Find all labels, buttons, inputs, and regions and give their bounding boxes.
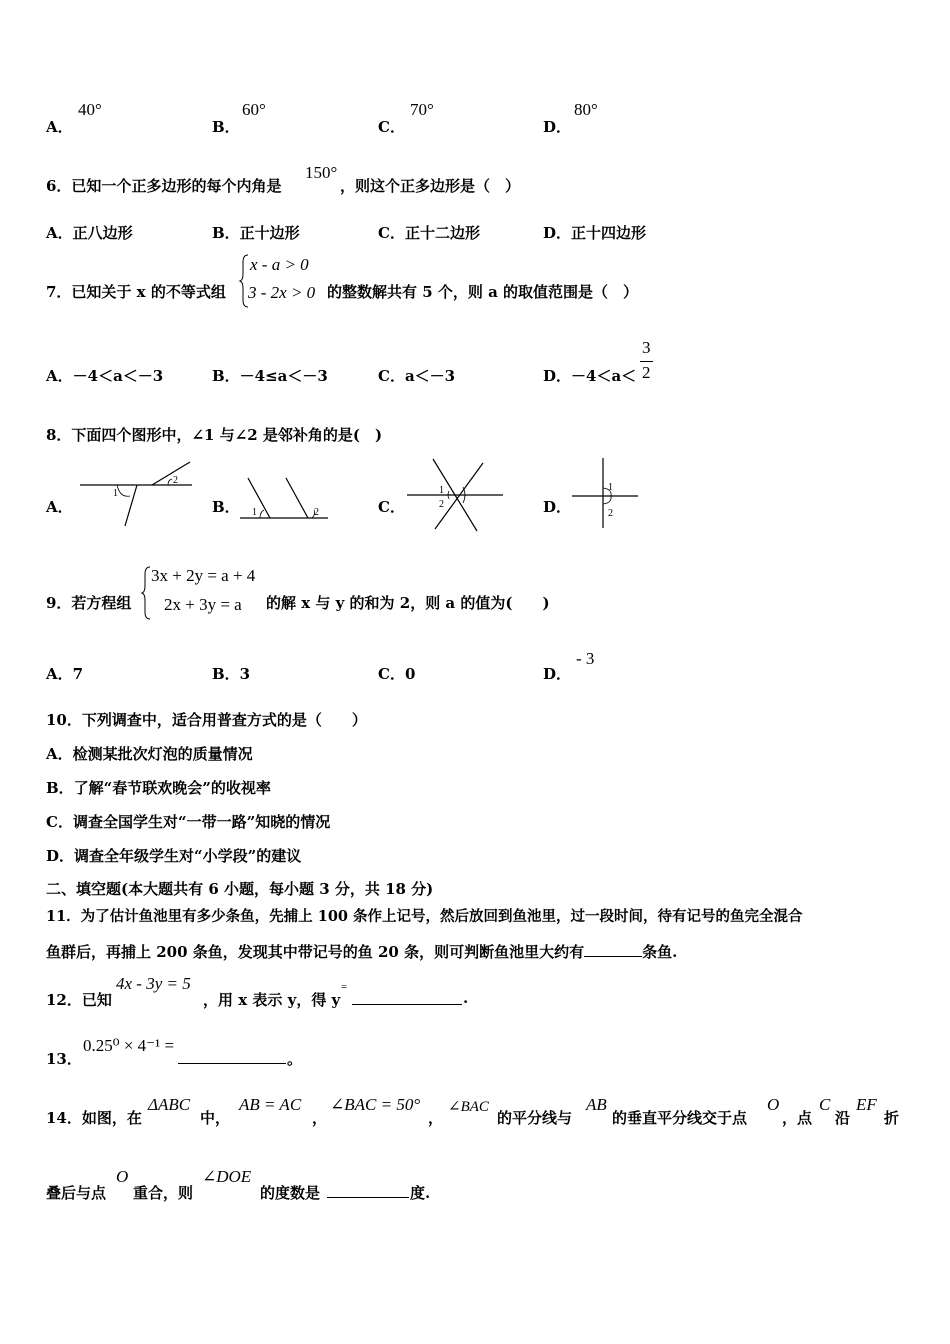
q5-option-b-value: 60° bbox=[242, 100, 266, 119]
q14-text-5: 的平分线与 bbox=[497, 1109, 573, 1127]
q14-text-9: 折 bbox=[884, 1109, 900, 1127]
q7-option-d-denominator: 2 bbox=[642, 363, 651, 382]
q7-option-d-numerator: 3 bbox=[642, 338, 651, 357]
q12-stem-b: ，用 x 表示 y，得 y bbox=[203, 991, 341, 1009]
q9-option-a: A．7 bbox=[46, 665, 84, 683]
q7-option-c: C．a＜－3 bbox=[378, 367, 456, 385]
q12-equation: 4x - 3y = 5 bbox=[116, 974, 191, 993]
q6-angle: 150° bbox=[305, 163, 338, 182]
q7-inequality-2: 3 - 2x > 0 bbox=[248, 283, 316, 302]
q9-equation-2: 2x + 3y = a bbox=[164, 595, 242, 614]
q9-equation-1: 3x + 2y = a + 4 bbox=[151, 566, 256, 585]
q8-option-b-label: B． bbox=[212, 498, 240, 516]
q7-option-d: D．－4＜a＜ bbox=[543, 367, 637, 385]
q14-line-2-text-b: 重合，则 bbox=[133, 1184, 194, 1202]
q11-line-2-text: 鱼群后，再捕上 200 条鱼，发现其中带记号的鱼 20 条，则可判断鱼池里大约有 bbox=[46, 943, 585, 961]
q11-line-2 bbox=[46, 941, 677, 962]
q8-figure-a bbox=[80, 458, 200, 530]
q5-option-c-value: 70° bbox=[410, 100, 434, 119]
q14-math-ef: EF bbox=[856, 1095, 877, 1114]
q8-figure-d-label-1: 1 bbox=[608, 482, 613, 493]
q5-option-c-label: C． bbox=[378, 118, 405, 136]
q13-end: 。 bbox=[287, 1050, 303, 1068]
q8-stem: 8．下面四个图形中，∠1 与∠2 是邻补角的是( ) bbox=[46, 426, 383, 444]
q14-math-c: C bbox=[819, 1095, 831, 1114]
q5-option-a-value: 40° bbox=[78, 100, 102, 119]
q14-text-2: 中， bbox=[200, 1109, 231, 1127]
section-2-heading: 二、填空题(本大题共有 6 小题，每小题 3 分，共 18 分) bbox=[46, 880, 434, 898]
q8-option-d-label: D． bbox=[543, 498, 572, 516]
q11-line-1: 11．为了估计鱼池里有多少条鱼，先捕上 100 条作上记号，然后放回到鱼池里，过一段时间，待有记号的鱼完全混合 bbox=[46, 908, 803, 925]
q14-line-2-text-c: 的度数是 bbox=[260, 1184, 321, 1202]
q7-stem-a: 7．已知关于 x 的不等式组 bbox=[46, 283, 226, 301]
q8-figure-c-label-2: 2 bbox=[439, 499, 444, 510]
q8-figure-b-label-1: 1 bbox=[252, 507, 257, 518]
q6-option-c: C．正十二边形 bbox=[378, 224, 480, 242]
q13-answer-blank[interactable] bbox=[178, 1063, 286, 1064]
q14-line-2-text-a: 叠后与点 bbox=[46, 1184, 107, 1202]
q9-option-c: C．0 bbox=[378, 665, 416, 683]
q6-stem-a: 6．已知一个正多边形的每个内角是 bbox=[46, 177, 282, 195]
q8-figure-a-label-2: 2 bbox=[173, 475, 178, 486]
q6-stem-b: ，则这个正多边形是（ ） bbox=[340, 177, 521, 195]
q10-stem: 10．下列调查中，适合用普查方式的是（ ） bbox=[46, 711, 367, 729]
q14-math-o: O bbox=[767, 1095, 780, 1114]
q7-inequality-1: x - a > 0 bbox=[250, 255, 309, 274]
q7-option-b: B．－4≤a＜－3 bbox=[212, 367, 328, 385]
q14-math-angle-value: ∠BAC = 50° bbox=[330, 1095, 421, 1114]
q12-answer-blank[interactable] bbox=[352, 1004, 462, 1005]
q11-line-2-end: 条鱼. bbox=[642, 943, 678, 961]
q8-figure-b bbox=[238, 474, 330, 522]
q8-option-a-label: A． bbox=[46, 498, 73, 516]
q14-text-6: 的垂直平分线交于点 bbox=[612, 1109, 748, 1127]
q14-math-triangle: ΔABC bbox=[148, 1095, 191, 1114]
q8-figure-d-label-2: 2 bbox=[608, 508, 613, 519]
q14-math-ab: AB bbox=[586, 1095, 607, 1114]
q9-option-d-label: D． bbox=[543, 665, 572, 683]
q14-math-ab-eq-ac: AB = AC bbox=[239, 1095, 302, 1114]
q7-fraction-bar bbox=[640, 361, 653, 362]
q8-option-c-label: C． bbox=[378, 498, 405, 516]
q8-figure-c-label-1: 1 bbox=[439, 485, 444, 496]
q10-option-a: A．检测某批次灯泡的质量情况 bbox=[46, 745, 253, 763]
q6-option-a: A．正八边形 bbox=[46, 224, 133, 242]
q9-option-d-value: - 3 bbox=[576, 649, 595, 668]
q10-option-d: D．调查全年级学生对“小学段”的建议 bbox=[46, 847, 302, 865]
q7-option-a: A．－4＜a＜－3 bbox=[46, 367, 164, 385]
q7-stem-b: 的整数解共有 5 个，则 a 的取值范围是（ ） bbox=[327, 283, 639, 301]
q5-option-d-value: 80° bbox=[574, 100, 598, 119]
q14-answer-blank[interactable] bbox=[327, 1197, 409, 1198]
q14-text-3: ， bbox=[312, 1109, 328, 1127]
q14-math-o-2: O bbox=[116, 1167, 129, 1186]
q12-equals: = bbox=[341, 981, 348, 993]
q6-option-d: D．正十四边形 bbox=[543, 224, 647, 242]
q5-option-b-label: B． bbox=[212, 118, 240, 136]
q8-figure-b-label-2: 2 bbox=[314, 507, 319, 518]
q14-text-1: 14．如图，在 bbox=[46, 1109, 142, 1127]
q13-expression: 0.25⁰ × 4⁻¹ = bbox=[83, 1036, 175, 1055]
q10-option-b: B．了解“春节联欢晚会”的收视率 bbox=[46, 779, 271, 797]
q14-text-4: ， bbox=[428, 1109, 444, 1127]
q8-figure-a-label-1: 1 bbox=[113, 488, 118, 499]
q12-end: . bbox=[463, 989, 469, 1007]
q8-figure-c bbox=[405, 457, 505, 533]
q14-line-2-text-d: 度. bbox=[410, 1184, 431, 1202]
q12-stem-a: 12．已知 bbox=[46, 991, 112, 1009]
q14-text-7: ，点 bbox=[782, 1109, 813, 1127]
q9-stem-b: 的解 x 与 y 的和为 2，则 a 的值为( ) bbox=[266, 594, 550, 612]
q9-stem-a: 9．若方程组 bbox=[46, 594, 132, 612]
q6-option-b: B．正十边形 bbox=[212, 224, 300, 242]
q14-math-angle-bac: ∠BAC bbox=[448, 1099, 489, 1115]
q13-number: 13． bbox=[46, 1050, 82, 1068]
q14-math-angle-doe: ∠DOE bbox=[202, 1167, 252, 1186]
q9-option-b: B．3 bbox=[212, 665, 251, 683]
q8-figure-d bbox=[570, 456, 640, 530]
q11-answer-blank[interactable] bbox=[584, 956, 642, 957]
q5-option-d-label: D． bbox=[543, 118, 572, 136]
q10-option-c: C．调查全国学生对“一带一路”知晓的情况 bbox=[46, 813, 331, 831]
q14-text-8: 沿 bbox=[835, 1109, 851, 1127]
q5-option-a-label: A． bbox=[46, 118, 73, 136]
